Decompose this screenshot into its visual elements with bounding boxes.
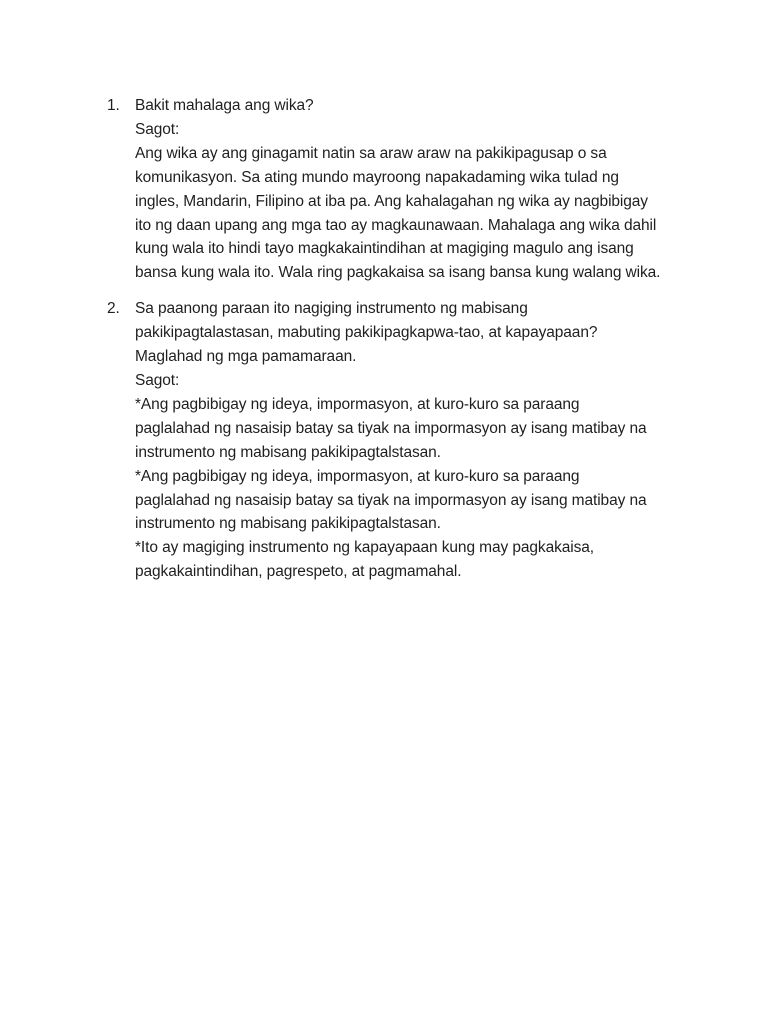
answer-line: paglalahad ng nasaisip batay sa tiyak na impormasyon ay isang matibay na xyxy=(135,491,647,509)
answer-line: Ang wika ay ang ginagamit natin sa araw araw na pakikipagusap o sa xyxy=(135,144,607,162)
question-number: 1. xyxy=(107,97,120,114)
answer-line: komunikasyon. Sa ating mundo mayroong napakadaming wika tulad ng xyxy=(135,168,619,186)
question-list xyxy=(107,94,707,584)
question-text: pakikipagtalastasan, mabuting pakikipagkapwa-tao, at kapayapaan? xyxy=(135,324,598,342)
answer-line: *Ang pagbibigay ng ideya, impormasyon, at kuro-kuro sa paraang xyxy=(135,467,580,485)
answer-line: *Ang pagbibigay ng ideya, impormasyon, at kuro-kuro sa paraang xyxy=(135,395,580,413)
answer-line: instrumento ng mabisang pakikipagtalstasan. xyxy=(135,515,441,533)
answer-line: ito ng daan upang ang mga tao ay magkaunawaan. Mahalaga ang wika dahil xyxy=(135,216,657,234)
answer-label: Sagot: xyxy=(135,371,180,389)
answer-line: instrumento ng mabisang pakikipagtalstasan. xyxy=(135,443,441,461)
answer-line: pagkakaintindihan, pagrespeto, at pagmamahal. xyxy=(135,563,462,581)
answer-line: ingles, Mandarin, Filipino at iba pa. Ang kahalagahan ng wika ay nagbibigay xyxy=(135,192,648,210)
answer-line: kung wala ito hindi tayo magkakaintindihan at magiging magulo ang isang xyxy=(135,240,634,258)
question-text: Maglahad ng mga pamamaraan. xyxy=(135,348,357,366)
question-item-2 xyxy=(107,297,707,584)
question-text: Bakit mahalaga ang wika? xyxy=(135,97,314,114)
answer-label: Sagot: xyxy=(135,120,180,138)
question-text: Sa paanong paraan ito nagiging instrumento ng mabisang xyxy=(135,300,528,318)
answer-line: paglalahad ng nasaisip batay sa tiyak na impormasyon ay isang matibay na xyxy=(135,419,647,437)
answer-line: bansa kung wala ito. Wala ring pagkakaisa sa isang bansa kung walang wika. xyxy=(135,264,661,282)
question-number: 2. xyxy=(107,300,120,318)
answer-line: *Ito ay magiging instrumento ng kapayapaan kung may pagkakaisa, xyxy=(135,539,594,557)
question-item-1 xyxy=(107,94,707,285)
